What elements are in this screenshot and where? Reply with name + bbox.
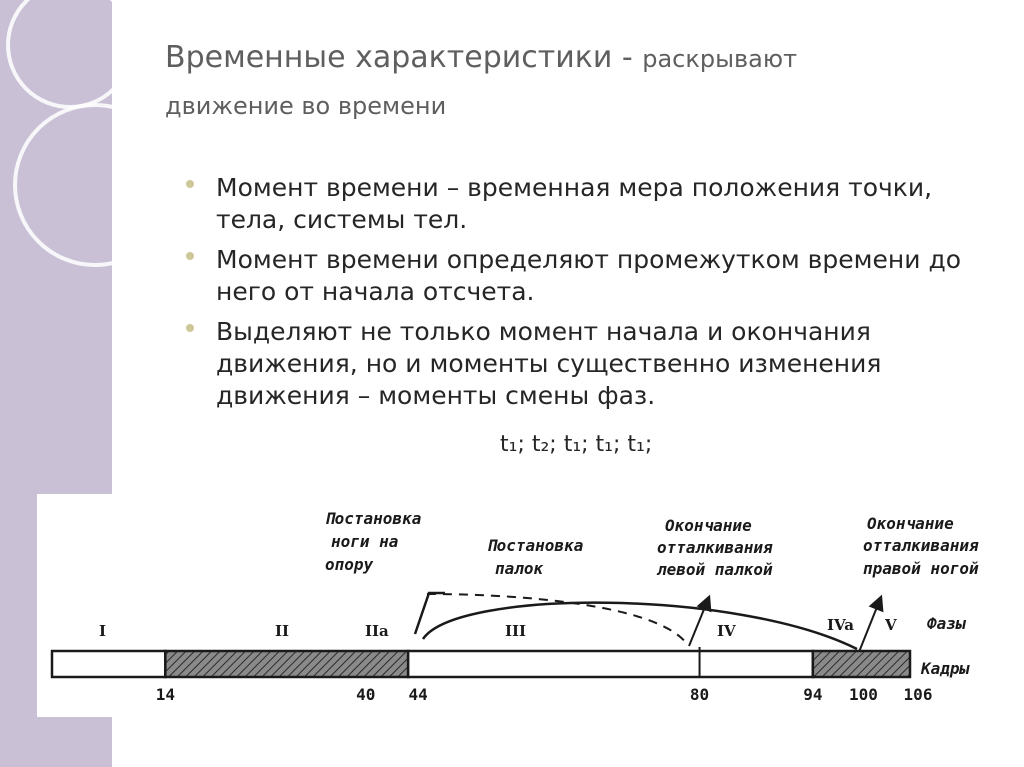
right-leg-arc [423, 603, 857, 649]
bullet-text: Момент времени определяют промежутком времени до него от начала отсчета. [216, 245, 962, 306]
bullet-item [186, 316, 986, 412]
bullet-list [186, 172, 986, 420]
bullet-dot-icon [186, 252, 194, 260]
phase-label-v: V [885, 616, 897, 634]
phase-diagram-svg [37, 494, 1024, 717]
bullet-item [186, 172, 986, 236]
annotation-right-leg-line3: правой ногой [863, 559, 979, 578]
bullet-dot-icon [186, 180, 194, 188]
bullet-item [186, 244, 986, 308]
right-leg-arrow [859, 602, 879, 652]
annotation-left-pole-line2: отталкивания [657, 538, 773, 557]
left-pole-arc [427, 594, 687, 644]
bullet-dot-icon [186, 324, 194, 332]
phase-diagram [37, 494, 1024, 717]
slide-title [165, 36, 985, 131]
frame-tick-label: 100 [848, 685, 878, 704]
frame-tick-label: 106 [903, 685, 933, 704]
phase-label-i: I [99, 622, 107, 640]
bullet-text: Выделяют не только момент начала и окончания движения, но и моменты существенно изменения движения – моменты смены фаз. [216, 317, 882, 410]
phase-label-iia: IIa [365, 622, 389, 640]
frame-ticks [156, 685, 933, 704]
foot-contact-arrow [415, 593, 445, 634]
phase-label-iv: IV [717, 622, 736, 640]
annotation-right-leg-line1: Окончание [867, 514, 954, 533]
bullet-text: Момент времени – временная мера положения точки, тела, системы тел. [216, 173, 933, 234]
frames-axis-label: Кадры [921, 659, 970, 678]
time-moments-formula: t₁; t₂; t₁; t₁; t₁; [500, 432, 653, 457]
annotation-left-pole-line3: левой палкой [657, 560, 773, 579]
title-main: Временные характеристики - [165, 40, 643, 75]
title-sub-line1: раскрывают [642, 45, 798, 73]
timeline-segment [813, 651, 910, 677]
timeline-segment [408, 651, 813, 677]
phases-axis-label: Фазы [927, 614, 966, 633]
annotation-poles-line1: Постановка [487, 536, 584, 555]
phase-label-iii: III [505, 622, 527, 640]
phase-label-ii: II [275, 622, 290, 640]
frame-tick-label: 44 [408, 685, 428, 704]
phase-label-iva: IVa [827, 616, 854, 634]
frame-timeline [52, 647, 910, 677]
annotation-foot-line1: Постановка [325, 509, 422, 528]
frame-tick-label: 80 [689, 685, 710, 704]
title-sub-line2: движение во времени [165, 92, 447, 120]
timeline-segment [52, 651, 165, 677]
annotation-foot-line3: опору [325, 555, 374, 574]
frame-tick-label: 14 [155, 685, 175, 704]
timeline-segment [165, 651, 408, 677]
frame-tick-label: 40 [356, 685, 376, 704]
annotation-left-pole-line1: Окончание [665, 516, 752, 535]
annotation-poles-line2: палок [495, 559, 544, 578]
annotation-foot-line2: ноги на [331, 532, 399, 551]
frame-tick-label: 94 [803, 685, 823, 704]
annotation-right-leg-line2: отталкивания [863, 536, 979, 555]
